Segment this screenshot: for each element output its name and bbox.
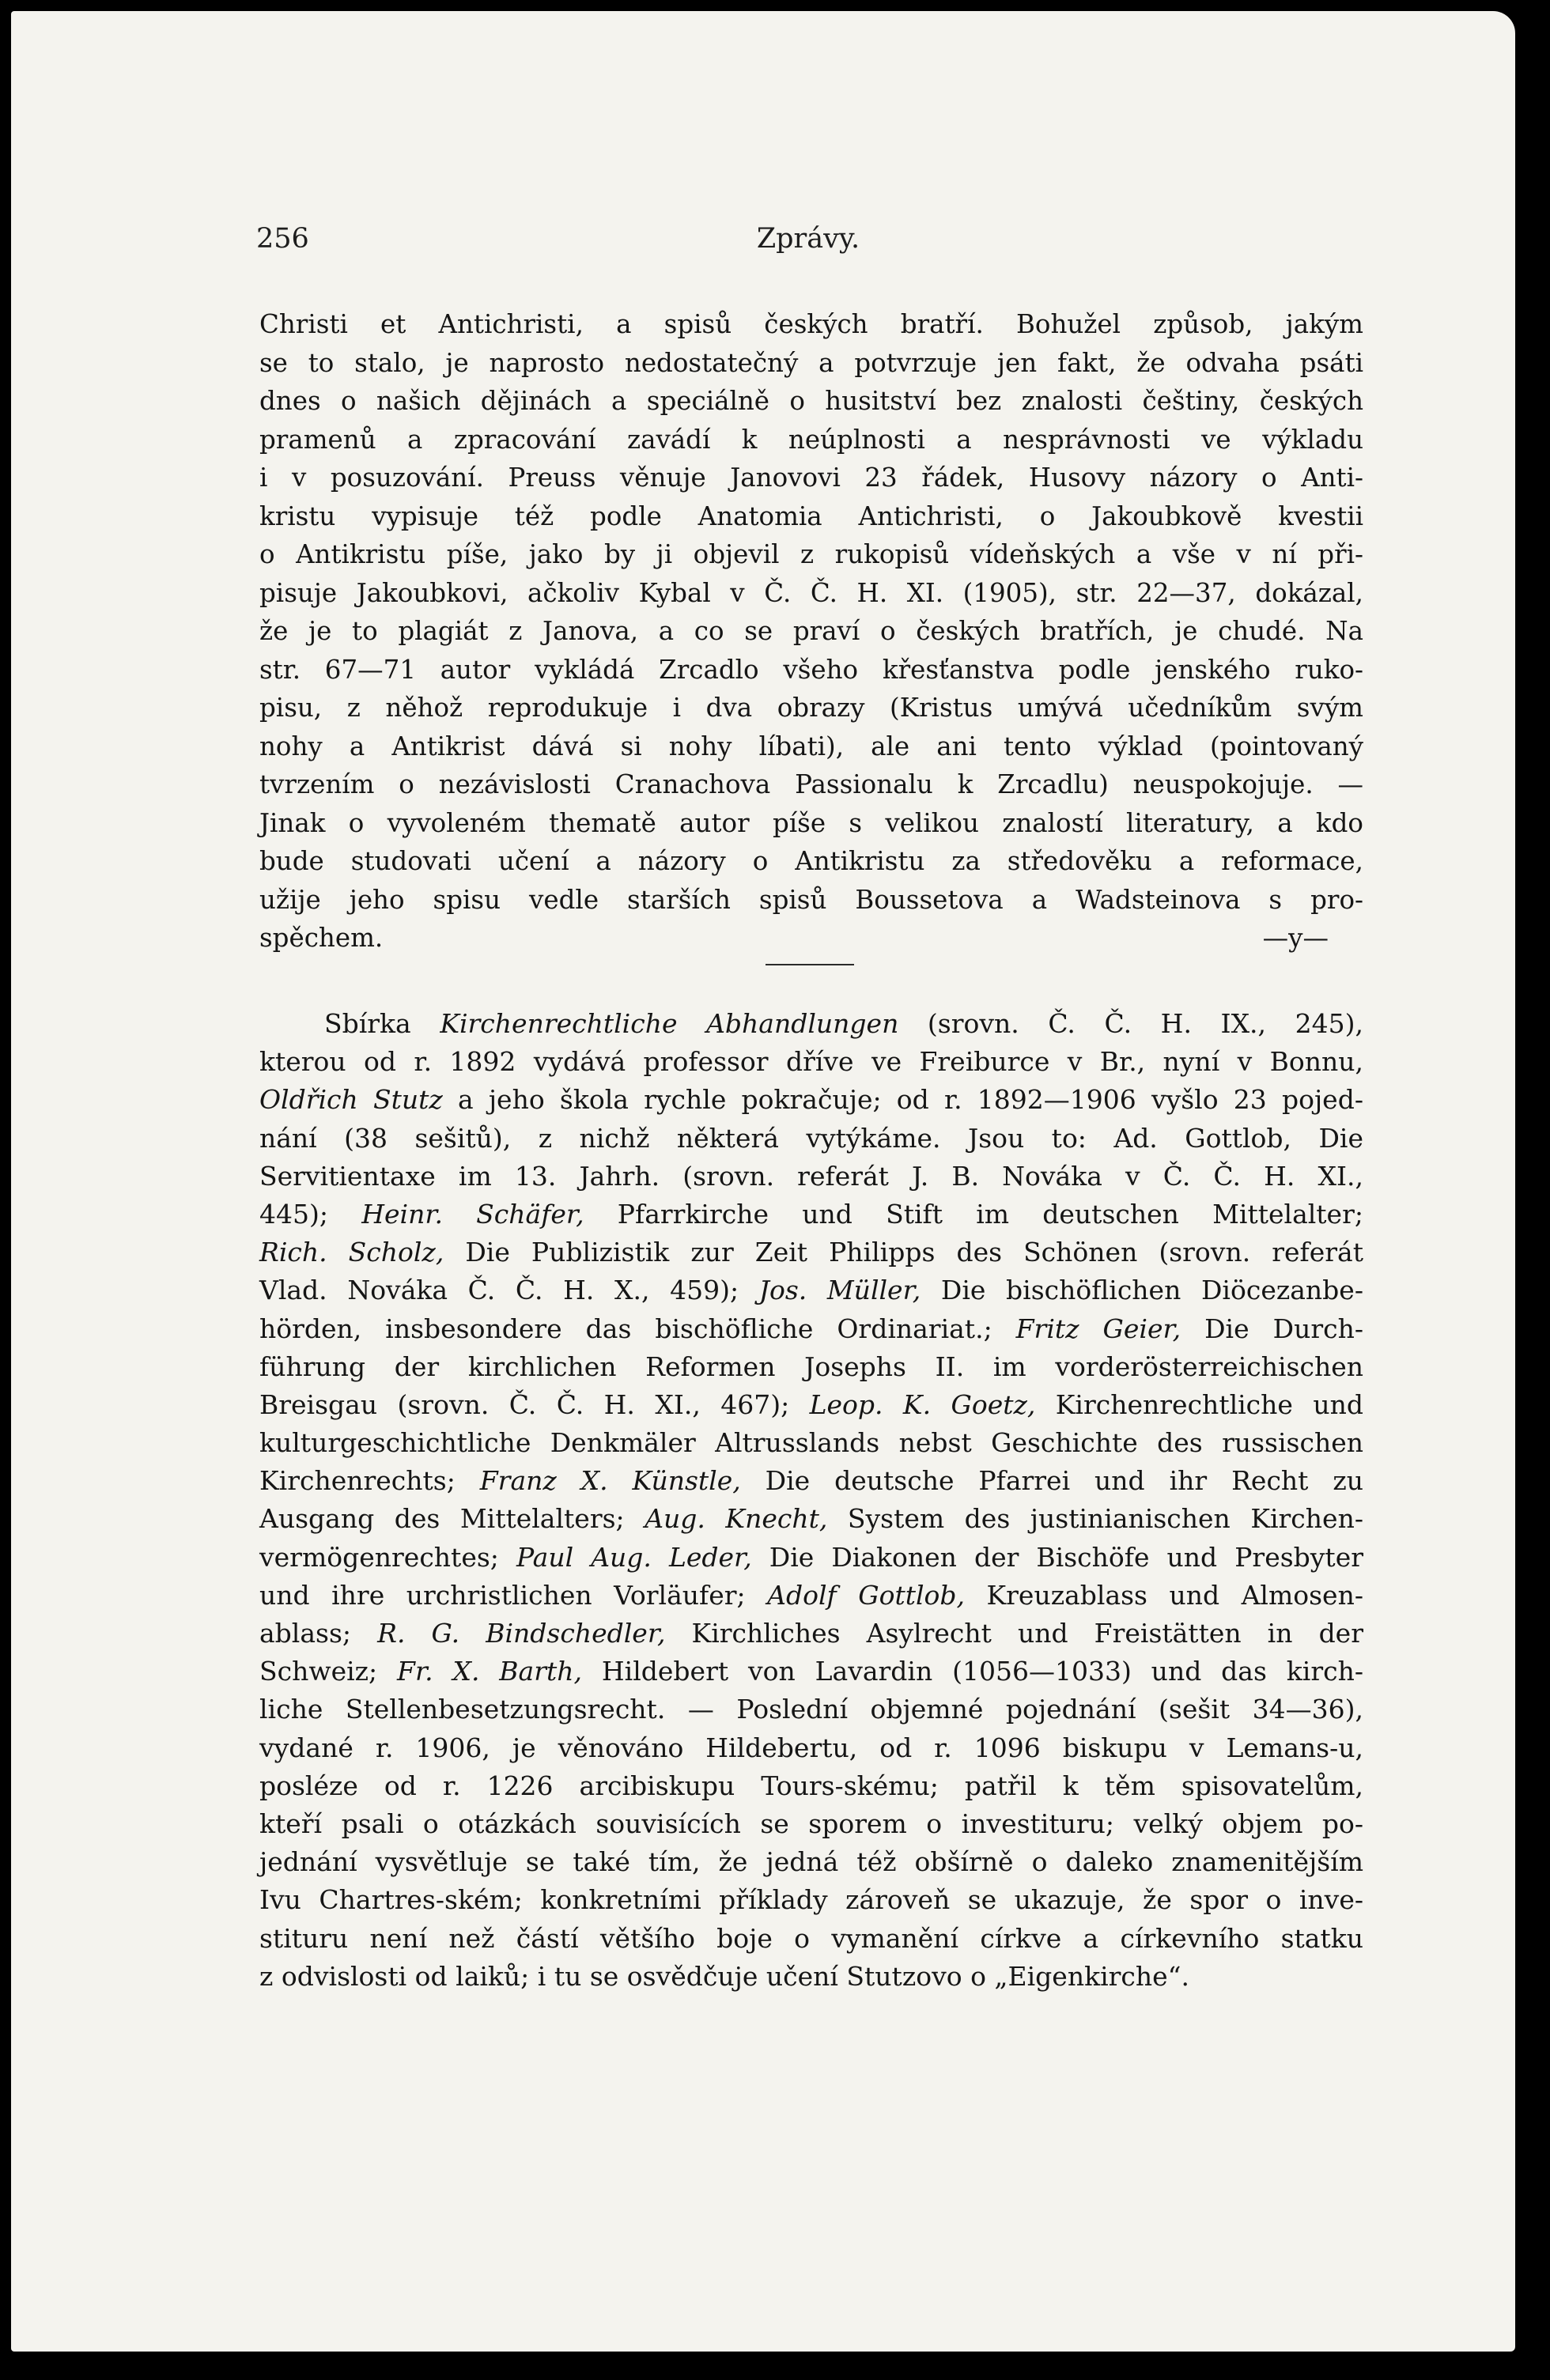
editor-name: Oldřich Stutz (259, 1084, 443, 1116)
text-line: Sbírka Kirchenrechtliche Abhandlungen (srovn. Č. Č. H. IX., 245), (324, 1008, 1363, 1039)
series-title: Kirchenrechtliche Abhandlungen (440, 1008, 899, 1039)
author-name: Paul Aug. Leder, (516, 1541, 752, 1573)
author-name: Aug. Knecht, (645, 1503, 828, 1535)
text-line: Ivu Chartres-ském; konkretními příklady zároveň se ukazuje, že spor o inve- (259, 1884, 1363, 1916)
text-line: pisu, z něhož reprodukuje i dva obrazy (Kristus umývá učedníkům svým (259, 693, 1363, 723)
author-name: Fr. X. Barth, (397, 1656, 583, 1687)
text-line: vermögenrechtes; Paul Aug. Leder, Die Diakonen der Bischöfe und Presbyter (259, 1541, 1363, 1573)
author-name: Fritz Geier, (1015, 1313, 1181, 1344)
book-page (11, 11, 1515, 2352)
page-number: 256 (256, 223, 309, 255)
author-name: Heinr. Schäfer, (361, 1198, 584, 1230)
text-line: kulturgeschichtliche Denkmäler Altrusslands nebst Geschichte des russischen (259, 1427, 1363, 1459)
review-kirchenrechtliche (259, 1005, 1363, 1996)
text-line: že je to plagiát z Janova, a co se praví o českých bratřích, je chudé. Na (259, 616, 1363, 646)
text-line: tvrzením o nezávislosti Cranachova Passionalu k Zrcadlu) neuspokojuje. — (259, 769, 1363, 799)
author-name: Franz X. Künstle, (479, 1465, 741, 1497)
text-line: vydané r. 1906, je věnováno Hildebertu, od r. 1096 biskupu v Lemans-u, (259, 1732, 1363, 1763)
author-name: Jos. Müller, (758, 1275, 921, 1306)
author-name: Leop. K. Goetz, (809, 1388, 1036, 1420)
text-line: kteří psali o otázkách souvisících se sporem o investituru; velký objem po- (259, 1808, 1363, 1839)
text-line: Vlad. Nováka Č. Č. H. X., 459); Jos. Müller, Die bischöflichen Diöcezanbe- (259, 1275, 1363, 1306)
text-line: 445); Heinr. Schäfer, Pfarrkirche und Stift im deutschen Mittelalter; (259, 1198, 1363, 1230)
text-line: liche Stellenbesetzungsrecht. — Poslední objemné pojednání (sešit 34—36), (259, 1694, 1363, 1725)
text-line: führung der kirchlichen Reformen Josephs II. im vorderösterreichischen (259, 1351, 1363, 1382)
text-line-last: z odvislosti od laiků; i tu se osvědčuje učení Stutzovo o „Eigenkirche“. (259, 1960, 1190, 1992)
author-name: Rich. Scholz, (259, 1237, 444, 1268)
running-title: Zprávy. (756, 223, 860, 255)
text-line: Jinak o vyvoleném thematě autor píše s velikou znalostí literatury, a kdo (259, 807, 1363, 838)
text-line: o Antikristu píše, jako by ji objevil z rukopisů vídeňských a vše v ní při- (259, 539, 1363, 569)
text-line: posléze od r. 1226 arcibiskupu Tours-skému; patřil k těm spisovatelům, (259, 1770, 1363, 1801)
review-preuss (259, 305, 1363, 958)
text-line-last (259, 919, 1363, 958)
author-name: Adolf Gottlob, (767, 1579, 966, 1611)
text-line: bude studovati učení a názory o Antikristu za středověku a reformace, (259, 846, 1363, 876)
text-line: und ihre urchristlichen Vorläufer; Adolf Gottlob, Kreuzablass und Almosen- (259, 1579, 1363, 1611)
text-line: dnes o našich dějinách a speciálně o husitství bez znalosti češtiny, českých (259, 386, 1363, 416)
text-line: Servitientaxe im 13. Jahrh. (srovn. referát J. B. Nováka v Č. Č. H. XI., (259, 1160, 1363, 1192)
text-line: pisuje Jakoubkovi, ačkoliv Kybal v Č. Č. H. XI. (1905), str. 22—37, dokázal, (259, 577, 1363, 608)
text-line: kterou od r. 1892 vydává professor dříve ve Freiburce v Br., nyní v Bonnu, (259, 1046, 1363, 1078)
text-line: str. 67—71 autor vykládá Zrcadlo všeho křesťanstva podle jenského ruko- (259, 654, 1363, 685)
text-line: i v posuzování. Preuss věnuje Janovovi 23 řádek, Husovy názory o Anti- (259, 463, 1363, 493)
text-line: jednání vysvětluje se také tím, že jedná též obšírně o daleko znamenitějším (259, 1846, 1363, 1878)
text-line: Ausgang des Mittelalters; Aug. Knecht, System des justinianischen Kirchen- (259, 1503, 1363, 1535)
page-header (256, 223, 1360, 278)
text-line: hörden, insbesondere das bischöfliche Ordinariat.; Fritz Geier, Die Durch- (259, 1313, 1363, 1344)
text-line: nohy a Antikrist dává si nohy líbati), ale ani tento výklad (pointovaný (259, 731, 1363, 761)
last-line-text: spěchem. (259, 923, 384, 953)
text-line: kristu vypisuje též podle Anatomia Antichristi, o Jakoubkově kvestii (259, 501, 1363, 531)
section-divider (766, 964, 854, 965)
text-line: Breisgau (srovn. Č. Č. H. XI., 467); Leop. K. Goetz, Kirchenrechtliche und (259, 1388, 1363, 1420)
text-line: Schweiz; Fr. X. Barth, Hildebert von Lavardin (1056—1033) und das kirch- (259, 1656, 1363, 1687)
text-line: Rich. Scholz, Die Publizistik zur Zeit Philipps des Schönen (srovn. referát (259, 1237, 1363, 1268)
text-line: ablass; R. G. Bindschedler, Kirchliches Asylrecht und Freistätten in der (259, 1618, 1363, 1649)
text-line: se to stalo, je naprosto nedostatečný a potvrzuje jen fakt, že odvaha psáti (259, 347, 1363, 378)
text-line: Kirchenrechts; Franz X. Künstle, Die deutsche Pfarrei und ihr Recht zu (259, 1465, 1363, 1497)
text-line: užije jeho spisu vedle starších spisů Boussetova a Wadsteinova s pro- (259, 884, 1363, 915)
text-line: nání (38 sešitů), z nichž některá vytýkáme. Jsou to: Ad. Gottlob, Die (259, 1122, 1363, 1154)
text-line: Christi et Antichristi, a spisů českých bratří. Bohužel způsob, jakým (259, 309, 1363, 339)
text-line: Oldřich Stutz a jeho škola rychle pokračuje; od r. 1892—1906 vyšlo 23 pojed- (259, 1084, 1363, 1116)
text-line: pramenů a zpracování zavádí k neúplnosti a nesprávnosti ve výkladu (259, 424, 1363, 455)
text-line: stituru není než částí většího boje o vymanění církve a církevního statku (259, 1922, 1363, 1954)
author-name: R. G. Bindschedler, (377, 1618, 666, 1649)
author-signature: —y— (1262, 923, 1329, 953)
